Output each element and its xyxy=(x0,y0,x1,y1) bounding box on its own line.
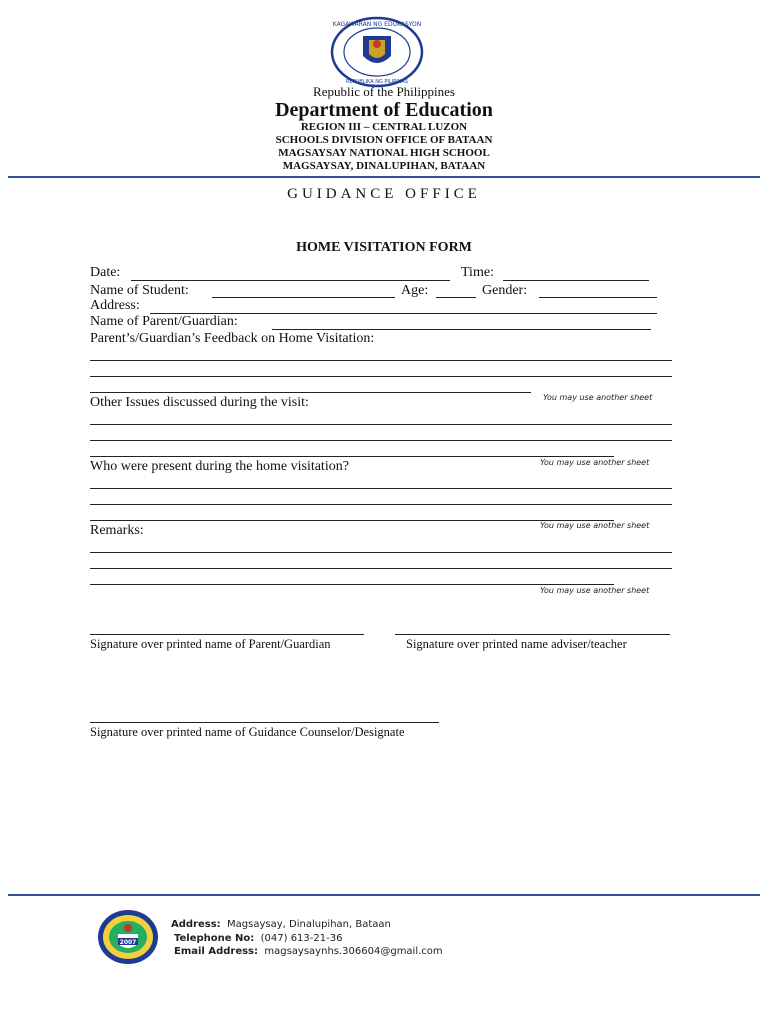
issues-line[interactable] xyxy=(90,424,672,425)
phone-value: (047) 613-21-36 xyxy=(260,933,343,944)
seal-top-text: KAGAWARAN NG EDUKASYON xyxy=(332,21,422,28)
student-field[interactable] xyxy=(212,297,395,298)
issues-line[interactable] xyxy=(90,440,672,441)
header-rule xyxy=(8,176,760,178)
counselor-signature-line[interactable] xyxy=(90,722,439,723)
student-label: Name of Student: xyxy=(90,283,189,298)
form-title: HOME VISITATION FORM xyxy=(296,240,472,255)
division-text: SCHOOLS DIVISION OFFICE OF BATAAN xyxy=(275,134,493,146)
another-sheet-note: You may use another sheet xyxy=(540,521,650,530)
parent-signature-label: Signature over printed name of Parent/Guardian xyxy=(90,637,331,651)
time-field[interactable] xyxy=(503,280,649,281)
footer-rule xyxy=(8,894,760,896)
feedback-line[interactable] xyxy=(90,392,531,393)
footer-email xyxy=(174,946,443,957)
issues-label: Other Issues discussed during the visit: xyxy=(90,395,309,410)
school-text: MAGSAYSAY NATIONAL HIGH SCHOOL xyxy=(278,147,490,159)
another-sheet-note: You may use another sheet xyxy=(543,393,653,402)
republic-text: Republic of the Philippines xyxy=(313,84,455,99)
footer-phone xyxy=(174,933,342,944)
parent-label: Name of Parent/Guardian: xyxy=(90,314,238,329)
remarks-line[interactable] xyxy=(90,584,614,585)
phone-label: Telephone No: xyxy=(174,933,255,944)
remarks-line[interactable] xyxy=(90,568,672,569)
present-line[interactable] xyxy=(90,520,614,521)
feedback-label: Parent’s/Guardian’s Feedback on Home Visitation: xyxy=(90,331,375,346)
deped-seal-logo xyxy=(329,16,425,88)
email-value[interactable]: magsaysaynhs.306604@gmail.com xyxy=(264,946,443,957)
present-line[interactable] xyxy=(90,488,672,489)
school-logo xyxy=(96,908,160,966)
remarks-line[interactable] xyxy=(90,552,672,553)
gender-field[interactable] xyxy=(539,297,657,298)
present-line[interactable] xyxy=(90,504,672,505)
address-value: Magsaysay, Dinalupihan, Bataan xyxy=(227,919,391,930)
adviser-signature-label: Signature over printed name adviser/teacher xyxy=(406,637,627,651)
email-label: Email Address: xyxy=(174,946,259,957)
date-label: Date: xyxy=(90,265,121,280)
department-title: Department of Education xyxy=(275,99,493,121)
present-label: Who were present during the home visitation? xyxy=(90,459,349,474)
issues-line[interactable] xyxy=(90,456,614,457)
another-sheet-note: You may use another sheet xyxy=(540,586,650,595)
remarks-label: Remarks: xyxy=(90,523,144,538)
parent-signature-line[interactable] xyxy=(90,634,364,635)
seal-bottom-text: REPUBLIKA NG PILIPINAS xyxy=(346,79,408,85)
gender-label: Gender: xyxy=(482,283,528,298)
footer-address xyxy=(171,919,391,930)
logo-year: 2007 xyxy=(119,939,137,946)
age-label: Age: xyxy=(401,283,429,298)
address-label: Address: xyxy=(171,919,221,930)
region-text: REGION III – CENTRAL LUZON xyxy=(300,121,468,133)
age-field[interactable] xyxy=(436,297,476,298)
feedback-line[interactable] xyxy=(90,376,672,377)
location-text: MAGSAYSAY, DINALUPIHAN, BATAAN xyxy=(282,160,486,172)
adviser-signature-line[interactable] xyxy=(395,634,670,635)
counselor-signature-label: Signature over printed name of Guidance Counselor/Designate xyxy=(90,725,405,739)
parent-field[interactable] xyxy=(272,329,651,330)
date-field[interactable] xyxy=(131,280,450,281)
time-label: Time: xyxy=(461,265,494,280)
office-title: GUIDANCE OFFICE xyxy=(287,186,481,202)
address-label: Address: xyxy=(90,298,140,313)
another-sheet-note: You may use another sheet xyxy=(540,458,650,467)
feedback-line[interactable] xyxy=(90,360,672,361)
